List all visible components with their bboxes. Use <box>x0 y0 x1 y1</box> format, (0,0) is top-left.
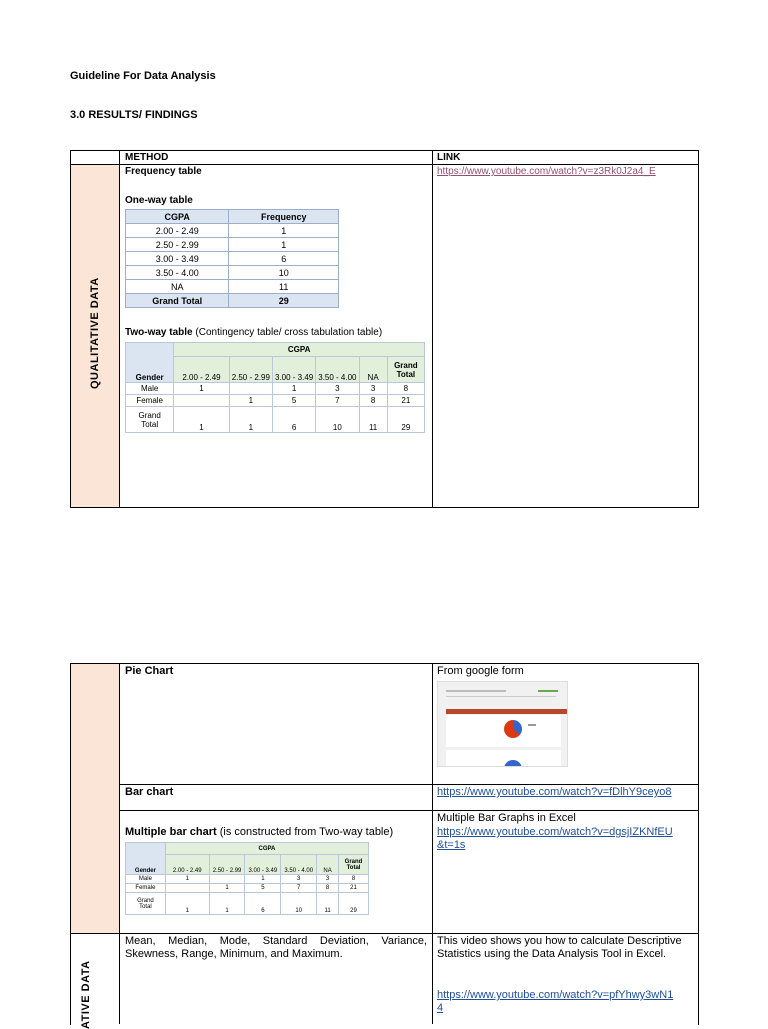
pie-chart-icon <box>504 720 522 738</box>
section-heading: 3.0 RESULTS/ FINDINGS <box>70 109 198 121</box>
two-way-table-title: Two-way table (Contingency table/ cross tabulation table) <box>125 327 383 338</box>
descriptive-stats-link[interactable]: https://www.youtube.com/watch?v=pfYhwy3wN1 4 <box>437 989 674 1014</box>
table-row: 3.50 - 4.00 10 <box>126 266 339 280</box>
multiple-bar-link-label: Multiple Bar Graphs in Excel <box>437 812 576 824</box>
table-row: 3.00 - 3.49 6 <box>126 252 339 266</box>
pie-chart-source: From google form <box>437 665 524 677</box>
google-form-thumbnail[interactable] <box>437 681 568 767</box>
multiple-bar-chart-title: Multiple bar chart (is constructed from Two-way table) <box>125 826 394 838</box>
one-way-table <box>125 209 339 308</box>
quantitative-data-label: ATIVE DATA <box>80 960 92 1029</box>
table-row: Male 1 1 3 3 8 <box>126 383 425 395</box>
frequency-table-title: Frequency table <box>125 166 202 177</box>
table-row: NA 11 <box>126 280 339 294</box>
multiple-bar-link[interactable]: https://www.youtube.com/watch?v=dgsjIZKNfEU &t=1s <box>437 826 673 851</box>
table-row: Male 1 1 3 3 8 <box>126 875 369 884</box>
multiple-bar-source-table: Gender CGPA 2.00 - 2.49 2.50 - 2.99 3.00 - 3.49 3.50 - 4.00 NA Grand Total Male 1 1 3 3 8 Female 1 5 7 8 21 Grand Total 1 1 6 10 11 29 <box>125 842 369 915</box>
method-header: METHOD <box>125 152 169 163</box>
table-row: 2.00 - 2.49 1 <box>126 224 339 238</box>
qualitative-side-cell-2 <box>71 664 119 933</box>
table-total-row: Grand Total 1 1 6 10 11 29 <box>126 407 425 433</box>
descriptive-stats-link-label: This video shows you how to calculate Descriptive Statistics using the Data Analysis Tool in Excel. <box>437 935 682 960</box>
frequency-table-link[interactable]: https://www.youtube.com/watch?v=z3Rk0J2a4_E <box>437 166 656 177</box>
twoway-header-gender: Gender <box>126 343 174 383</box>
table-total-row: Grand Total 1 1 6 10 11 29 <box>126 893 369 915</box>
twoway-header-cgpa: CGPA <box>174 343 425 357</box>
table-row: Female 1 5 7 8 21 <box>126 884 369 893</box>
link-header: LINK <box>437 152 461 163</box>
table-row: Female 1 5 7 8 21 <box>126 395 425 407</box>
descriptive-stats-text: Mean, Median, Mode, Standard Deviation, Variance, Skewness, Range, Minimum, and Maximum. <box>125 935 427 960</box>
document-title: Guideline For Data Analysis <box>70 70 216 82</box>
oneway-header-cgpa: CGPA <box>126 210 229 224</box>
one-way-table-title: One-way table <box>125 195 193 206</box>
pie-chart-title: Pie Chart <box>125 665 174 677</box>
bar-chart-title: Bar chart <box>125 786 174 798</box>
bar-chart-link[interactable]: https://www.youtube.com/watch?v=fDlhY9ceyo8 <box>437 786 672 798</box>
two-way-table: Gender CGPA 2.00 - 2.49 2.50 - 2.99 3.00 - 3.49 3.50 - 4.00 NA Grand Total Male 1 1 3 3 8 Female 1 5 7 8 21 Grand Total 1 1 6 10 11 29 <box>125 342 425 433</box>
table-row: 2.50 - 2.99 1 <box>126 238 339 252</box>
table-total-row: Grand Total 29 <box>126 294 339 308</box>
oneway-header-frequency: Frequency <box>229 210 339 224</box>
qualitative-data-label: QUALITATIVE DATA <box>89 277 101 389</box>
